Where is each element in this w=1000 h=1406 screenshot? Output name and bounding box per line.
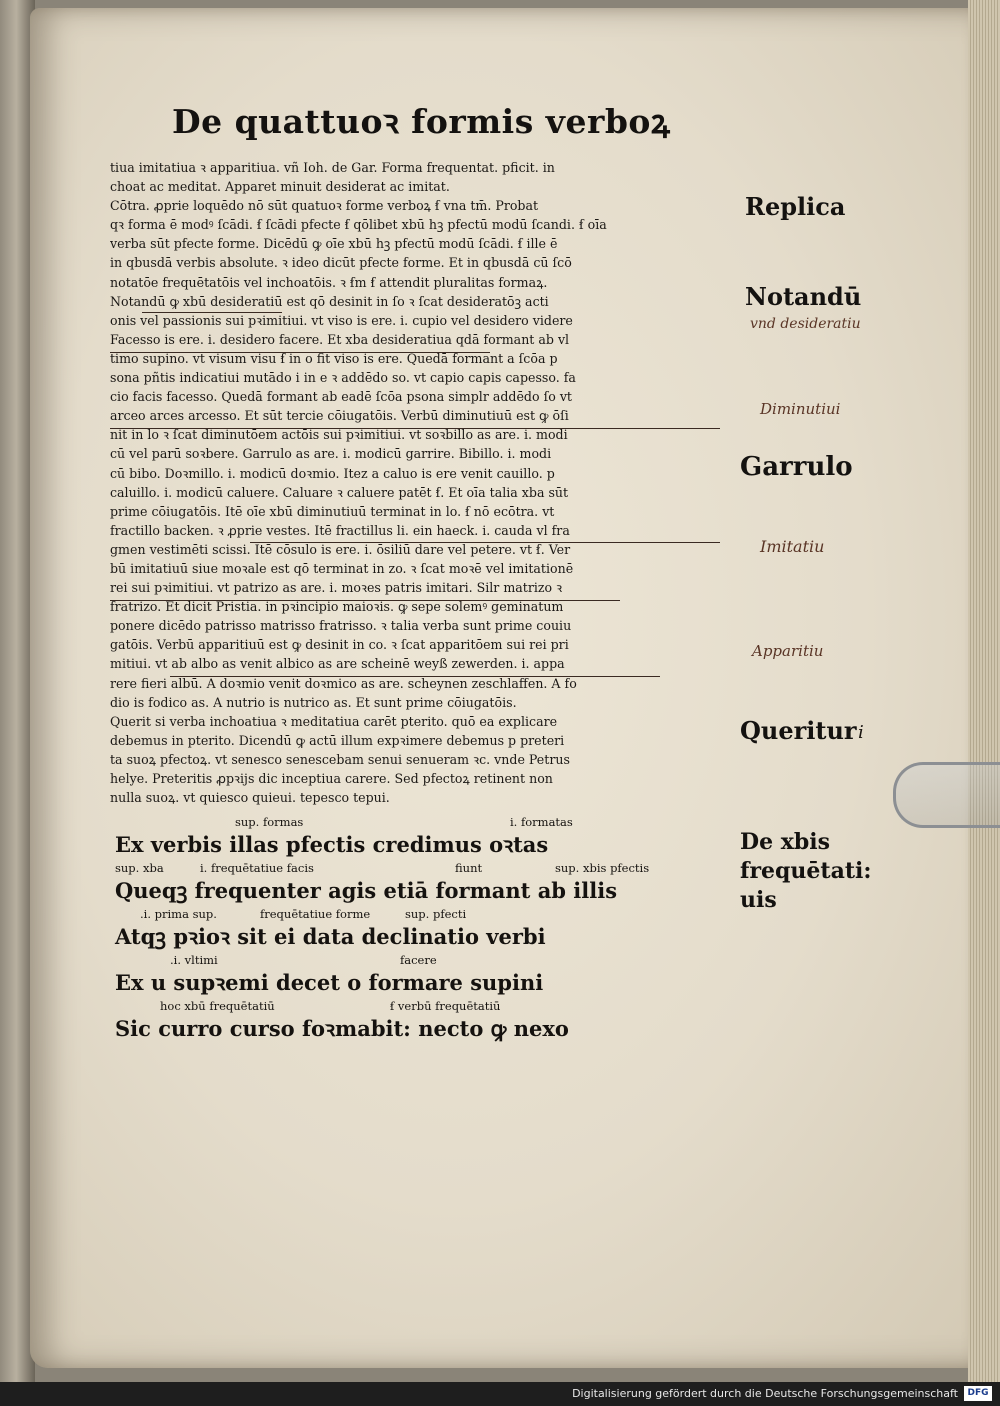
ink-underline xyxy=(142,312,282,313)
handwritten-note-apparitiu: Apparitiu xyxy=(752,642,824,660)
text-line: Facesso is ere. i. desidero facere. Et xba desideratiua qdā formant ab vl xyxy=(110,331,570,347)
margin-note-line: frequētati: xyxy=(740,858,872,884)
margin-note-queritur: Queritur xyxy=(740,716,857,745)
gloss-word: .i. vltimi xyxy=(170,953,218,967)
margin-note-notandu: Notandū xyxy=(745,282,862,311)
gloss-word: ẜ verbū frequētatiū xyxy=(390,999,501,1013)
text-line: verba sūt pfecte forme. Dicēdū ꝙ oīe xbū hꝫ pfectū modū ſcādi. ẜ ille ē xyxy=(110,236,558,252)
interlinear-gloss xyxy=(115,861,715,877)
margin-note-garrulo: Garrulo xyxy=(740,452,853,482)
text-line: mitiui. vt ab albo as venit albico as are scheinē weyß zewerden. i. appa xyxy=(110,656,565,672)
text-line: rere fieri albū. A doꝛmio venit doꝛmico as are. scheynen zeschlaffen. A fo xyxy=(110,675,577,691)
verse-line: Sic curro curso foꝛmabit: necto ꝙ nexo xyxy=(115,1016,569,1041)
margin-note-line: De xbis xyxy=(740,829,830,855)
text-line: Cōtra. ꝓprie loquēdo nō sūt quatuoꝛ forme verboꝝ ẜ vna tm̄. Probat xyxy=(110,198,539,214)
gloss-word: sup. pfecti xyxy=(405,907,467,921)
text-line: tiua imitatiua ꝛ apparitiua. vñ Ioh. de Gar. Forma frequentat. pficit. in xyxy=(110,160,555,175)
text-line: debemus in pterito. Dicendū ꝙ actū illum expꝛimere debemus p preteri xyxy=(110,732,565,748)
margin-note-line: uis xyxy=(740,887,777,913)
main-text-block xyxy=(110,158,730,807)
text-line: fratrizo. Et dicit Pristia. in pꝛincipio maioꝛis. ꝙ sepe solemꝰ geminatum xyxy=(110,599,564,615)
funding-credit: Digitalisierung gefördert durch die Deutsche Forschungsgemeinschaft xyxy=(572,1387,958,1400)
text-line: helye. Preteritis ꝓpꝛijs dic inceptiua carere. Sed pfectoꝝ retinent non xyxy=(110,771,553,786)
interlinear-gloss xyxy=(115,999,715,1015)
verse-line: Ex verbis illas pfectis credimus oꝛtas xyxy=(115,832,549,857)
text-line: cū bibo. Doꝛmillo. i. modicū doꝛmio. Itez a caluo is ere venit cauillo. p xyxy=(110,465,555,481)
gloss-word: i. frequētatiue facis xyxy=(200,861,314,875)
text-line: timo supino. vt visum visu ẜ in o fit viso is ere. Quedā formant a ſcōa p xyxy=(110,350,558,366)
text-line: fractillo backen. ꝛ ꝓprie vestes. Itē fractillus li. ein haeck. i. cauda vl fra xyxy=(110,522,570,538)
text-line: onis vel passionis sui pꝛimitiui. vt viso is ere. i. cupio vel desidero videre xyxy=(110,312,573,328)
margin-note-de-verbis xyxy=(740,828,871,915)
gloss-word: .i. prima sup. xyxy=(140,907,217,921)
text-line: cio facis facesso. Quedā formant ab eadē ſcōa psona simplr addēdo ſo vt xyxy=(110,389,572,405)
text-line: arceo arces arcesso. Et sūt tercie cōiugatōis. Verbū diminutiuū est ꝙ ōſi xyxy=(110,408,569,424)
text-line: ponere dicēdo patrisso matrisso fratrisso. ꝛ talia verba sunt prime couiu xyxy=(110,618,572,634)
ink-underline xyxy=(110,428,720,429)
handwritten-note-queritur-mark: i xyxy=(858,722,864,743)
interlinear-gloss xyxy=(115,815,715,831)
gloss-word: frequētatiue forme xyxy=(260,907,371,921)
gloss-word: hoc xbū frequētatiū xyxy=(160,999,275,1013)
text-line: bū imitatiuū siue moꝛale est qō terminat in zo. ꝛ ſcat moꝛē vel imitationē xyxy=(110,560,574,576)
verse-line: Atqꝫ pꝛioꝛ sit ei data declinatio verbi xyxy=(115,924,546,949)
text-line: gmen vestimēti scissi. Itē cōsulo is ere. i. ōsiliū dare vel petere. vt ẜ. Ver xyxy=(110,541,571,557)
text-line: sona pñtis indicatiui mutādo i in e ꝛ addēdo so. vt capio capis capesso. fa xyxy=(110,370,576,386)
gloss-word: sup. formas xyxy=(235,815,304,829)
text-line: nit in lo ꝛ ſcat diminutōem actōis sui pꝛimitiui. vt soꝛbillo as are. i. modi xyxy=(110,427,568,443)
text-line: nulla suoꝝ. vt quiesco quieui. tepesco tepui. xyxy=(110,790,390,806)
text-line: caluillo. i. modicū caluere. Caluare ꝛ caluere patēt ẜ. Et oīa talia xba sūt xyxy=(110,484,569,500)
gloss-word: sup. xba xyxy=(115,861,164,875)
text-line: Querit si verba inchoatiua ꝛ meditatiua carēt pterito. quō ea explicare xyxy=(110,713,558,729)
text-line: rei sui pꝛimitiui. vt patrizo as are. i. moꝛes patris imitari. Silr matrizo ꝛ xyxy=(110,580,563,596)
text-line: qꝛ forma ē modꝰ ſcādi. ẜ ſcādi pfecte ẜ qōlibet xbū hꝫ pfectū modū ſcandi. ẜ oīa xyxy=(110,217,607,233)
interlinear-gloss xyxy=(115,953,715,969)
page-edges xyxy=(968,0,1000,1382)
text-line: dio is fodico as. A nutrio is nutrico as. Et sunt prime cōiugatōis. xyxy=(110,694,517,710)
footer-bar xyxy=(0,1382,1000,1406)
interlinear-gloss xyxy=(115,907,715,923)
ink-underline xyxy=(110,352,490,353)
verse-line: Queqꝫ frequenter agis etiā formant ab illis xyxy=(115,878,618,903)
gloss-word: fiunt xyxy=(455,861,483,875)
ink-underline xyxy=(110,600,620,601)
gloss-word: sup. xbis pfectis xyxy=(555,861,650,875)
text-line: prime cōiugatōis. Itē oīe xbū diminutiuū terminat in lo. ẜ nō ecōtra. vt xyxy=(110,503,555,519)
margin-note-replica: Replica xyxy=(745,192,846,221)
text-line: in qbusdā verbis absolute. ꝛ ideo dicūt pfecte forme. Et in qbusdā cū ſcō xyxy=(110,255,572,271)
gloss-word: i. formatas xyxy=(510,815,573,829)
running-title: De quattuoꝛ formis verboꝝ xyxy=(172,102,671,141)
handwritten-note-desideratiu: vnd desideratiu xyxy=(750,316,861,332)
ink-underline xyxy=(170,676,660,677)
text-line: notatōe frequētatōis vel inchoatōis. ꝛ ẜm ẜ attendit pluralitas formaꝝ. xyxy=(110,274,548,290)
verse-line: Ex u supꝛemi decet o formare supini xyxy=(115,970,544,995)
gloss-word: facere xyxy=(400,953,437,967)
handwritten-note-imitatiu: Imitatiu xyxy=(760,537,825,556)
text-line: Notandū ꝙ xbū desideratiū est qō desinit in ſo ꝛ ſcat desideratōꝫ acti xyxy=(110,293,549,309)
page-clip xyxy=(893,762,1000,828)
handwritten-note-diminutiui: Diminutiui xyxy=(760,400,841,418)
dfg-logo: DFG xyxy=(964,1386,992,1401)
text-line: cū vel parū soꝛbere. Garrulo as are. i. modicū garrire. Bibillo. i. modi xyxy=(110,446,552,462)
text-line: choat ac meditat. Apparet minuit desiderat ac imitat. xyxy=(110,179,450,195)
verse-block xyxy=(115,815,715,1045)
text-line: gatōis. Verbū apparitiuū est ꝙ desinit in co. ꝛ ſcat apparitōem sui rei pri xyxy=(110,637,569,653)
text-line: ta suoꝝ pfectoꝝ. vt senesco senescebam senui senueram ꝛc. vnde Petrus xyxy=(110,751,570,767)
ink-underline xyxy=(250,542,720,543)
